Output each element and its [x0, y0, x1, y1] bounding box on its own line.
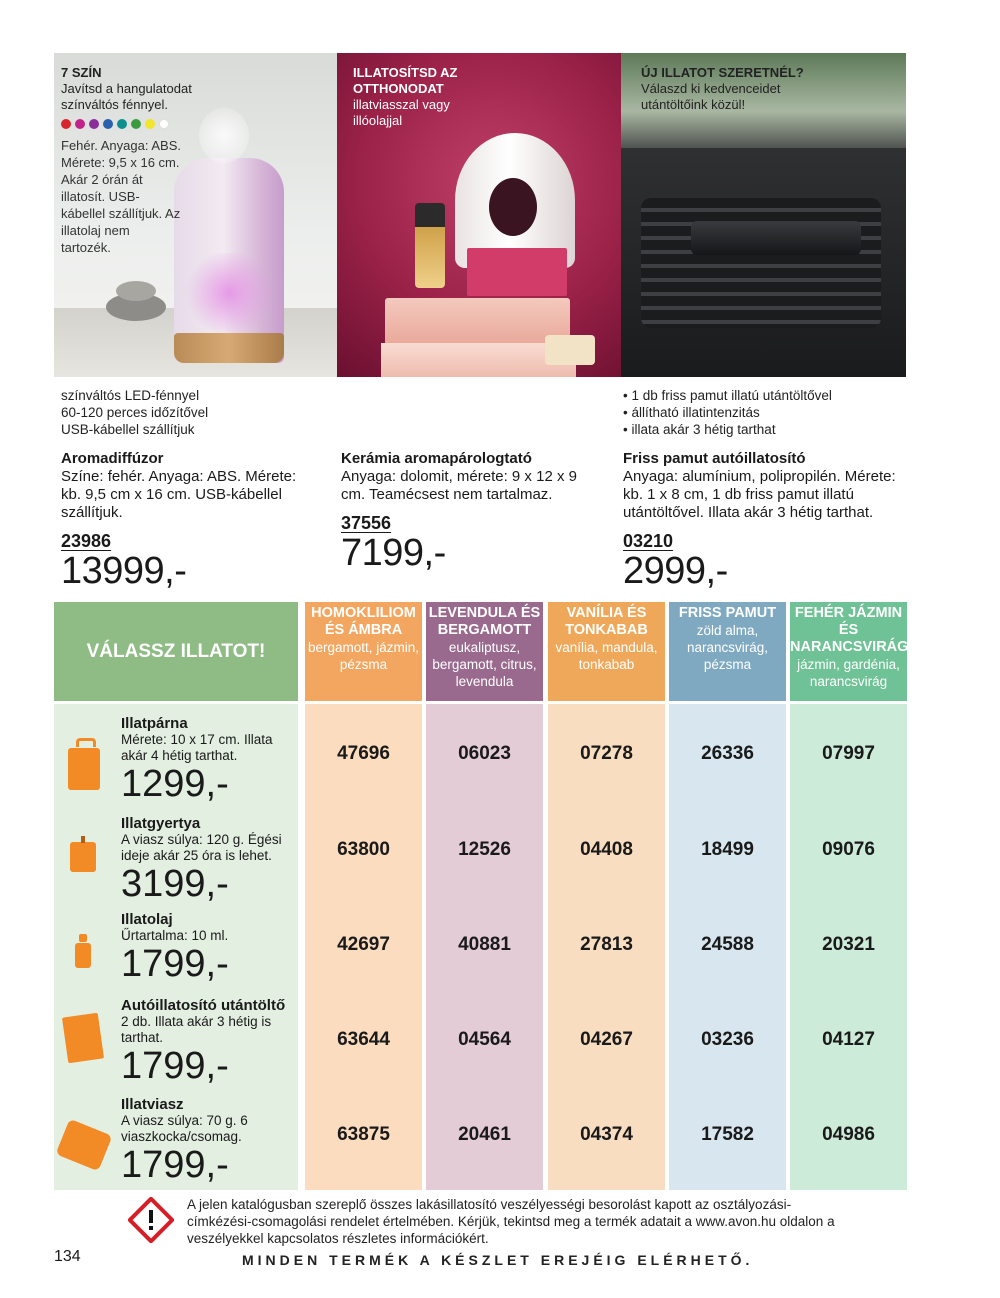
feature-item: 60-120 perces időzítővel — [61, 405, 209, 420]
books-illustration — [385, 298, 570, 346]
product-description: Színe: fehér. Anyaga: ABS. Mérete: kb. 9,5 cm x 16 cm. USB-kábellel szállítjuk. — [61, 468, 297, 521]
product-ceramic-burner-info — [341, 450, 581, 573]
scent-product-code: 09076 — [822, 839, 875, 860]
row-product-description: Mérete: 10 x 17 cm. Illata akár 4 hétig tarthat. — [121, 732, 273, 763]
scent-product-code: 63644 — [337, 1029, 390, 1050]
scent-notes: zöld alma, narancsvirág, pézsma — [686, 623, 769, 672]
scent-product-code: 20461 — [458, 1124, 511, 1145]
product-aromadiffuser-info — [61, 450, 306, 591]
product-code: 23986 — [61, 531, 112, 551]
row-product-description: A viasz súlya: 120 g. Égési ideje akár 25 óra is lehet. — [121, 832, 282, 863]
scent-product-code: 27813 — [580, 934, 633, 955]
table-row-product — [121, 911, 296, 984]
scent-product-code: 04374 — [580, 1124, 633, 1145]
feature-item: • 1 db friss pamut illatú utántöltővel — [623, 388, 832, 403]
scent-header — [669, 602, 786, 701]
scent-product-code: 12526 — [458, 839, 511, 860]
scent-product-code: 40881 — [458, 934, 511, 955]
scent-heading-cell — [54, 602, 298, 701]
scent-product-code: 18499 — [701, 839, 754, 860]
scent-notes: eukaliptusz, bergamott, citrus, levendula — [432, 640, 537, 689]
scent-product-code: 04408 — [580, 839, 633, 860]
color-dot — [131, 119, 141, 129]
row-product-price: 1799,- — [121, 1045, 229, 1087]
scent-name: FEHÉR JÁZMIN ÉS NARANCSVIRÁG — [790, 605, 909, 655]
scent-column — [669, 602, 786, 1190]
color-dot — [145, 119, 155, 129]
color-dot — [89, 119, 99, 129]
car-freshener-illustration — [691, 221, 861, 255]
scent-notes: jázmin, gardénia, narancsvirág — [797, 657, 900, 689]
product-price: 7199,- — [341, 532, 446, 574]
table-heading: VÁLASSZ ILLATOT! — [86, 640, 266, 662]
scent-product-code: 24588 — [701, 934, 754, 955]
product-car-freshener-info — [623, 450, 908, 591]
color-dot — [75, 119, 85, 129]
scent-header — [548, 602, 665, 701]
row-product-price: 1299,- — [121, 763, 229, 805]
scent-product-code: 07278 — [580, 743, 633, 764]
scent-product-code: 03236 — [701, 1029, 754, 1050]
scent-header — [426, 602, 543, 701]
scent-product-code: 20321 — [822, 934, 875, 955]
product-price: 2999,- — [623, 550, 728, 592]
scent-product-code: 04267 — [580, 1029, 633, 1050]
feature-item: • állítható illatintenzitás — [623, 405, 760, 420]
scent-product-code: 47696 — [337, 743, 390, 764]
page-number: 134 — [54, 1248, 81, 1265]
candle-icon — [70, 836, 96, 872]
row-product-description: A viasz súlya: 70 g. 6 viaszkocka/csomag. — [121, 1113, 248, 1144]
row-product-title: Illatviasz — [121, 1096, 184, 1113]
panel-subtitle: Válaszd ki kedvenceidet utántöltőink közül! — [641, 81, 781, 112]
table-row-product — [121, 815, 296, 904]
color-dot — [103, 119, 113, 129]
color-dot — [159, 119, 169, 129]
panel-title: ILLATOSÍTSD AZ OTTHONODAT — [353, 65, 458, 96]
feature-item: • illata akár 3 hétig tarthat — [623, 422, 776, 437]
scent-product-code: 07997 — [822, 743, 875, 764]
scent-product-code: 63800 — [337, 839, 390, 860]
feature-item: színváltós LED-fénnyel — [61, 388, 200, 403]
table-row-product — [121, 997, 296, 1086]
row-product-description: Űrtartalma: 10 ml. — [121, 928, 229, 943]
row-product-title: Illatpárna — [121, 715, 188, 732]
wax-melt-icon — [57, 1120, 111, 1172]
row-product-description: 2 db. Illata akár 3 hétig is tarthat. — [121, 1014, 272, 1045]
scent-notes: bergamott, jázmin, pézsma — [307, 640, 420, 672]
diffuser-photo-panel — [54, 53, 337, 377]
scent-product-code: 26336 — [701, 743, 754, 764]
product-name: Aromadiffúzor — [61, 450, 164, 467]
scent-column — [305, 602, 422, 1190]
feature-item: USB-kábellel szállítjuk — [61, 422, 195, 437]
scent-column — [548, 602, 665, 1190]
scent-column — [426, 602, 543, 1190]
scent-header — [790, 602, 907, 701]
scent-product-code: 17582 — [701, 1124, 754, 1145]
product-name: Friss pamut autóillatosító — [623, 450, 806, 467]
availability-footer: MINDEN TERMÉK A KÉSZLET EREJÉIG ELÉRHETŐ. — [242, 1252, 754, 1268]
scent-name: LEVENDULA ÉS BERGAMOTT — [428, 605, 541, 638]
row-product-price: 3199,- — [121, 863, 229, 905]
scent-column — [790, 602, 907, 1190]
table-row-product — [121, 1096, 296, 1185]
scent-product-code: 04127 — [822, 1029, 875, 1050]
hazard-warning-text: A jelen katalógusban szereplő összes lakásillatosító veszélyességi besorolást kapott az osztályozási-címkézési-csomagolási rendelet értelmében. Kérjük, tekintsd meg a termék adatait a www.avon.hu oldalon a veszélyekkel kapcsolatos részletes információkért. — [187, 1197, 835, 1246]
car-refill-icon — [65, 1015, 103, 1063]
scent-product-code: 42697 — [337, 934, 390, 955]
car-vent-photo-panel — [621, 53, 906, 377]
hazard-warning-icon — [128, 1197, 174, 1243]
scent-name: FRISS PAMUT — [678, 605, 777, 621]
product-name: Kerámia aromapárologtató — [341, 450, 532, 467]
color-dots — [61, 119, 221, 129]
scent-name: VANÍLIA ÉS TONKABAB — [565, 605, 648, 638]
color-dot — [117, 119, 127, 129]
scent-product-code: 06023 — [458, 743, 511, 764]
product-code: 37556 — [341, 513, 392, 533]
oil-bottle-icon — [75, 934, 91, 968]
air-vent-illustration — [641, 198, 881, 328]
scent-header — [305, 602, 422, 701]
product-description: Anyaga: dolomit, mérete: 9 x 12 x 9 cm. Teamécsest nem tartalmaz. — [341, 468, 577, 503]
panel-subtitle: illatviasszal vagy illóolajjal — [353, 97, 450, 128]
row-product-title: Illatolaj — [121, 911, 173, 928]
panel-title: ÚJ ILLATOT SZERETNÉL? — [641, 65, 804, 80]
scent-product-code: 04986 — [822, 1124, 875, 1145]
panel-description: Fehér. Anyaga: ABS. Mérete: 9,5 x 16 cm. Akár 2 órán át illatosít. USB-kábellel szállítjuk. Az illatolaj nem tartozék. — [61, 138, 181, 255]
scent-notes: vanília, mandula, tonkabab — [555, 640, 658, 672]
row-product-price: 1799,- — [121, 1144, 229, 1186]
panel-title: 7 SZÍN — [61, 65, 102, 80]
scent-product-code: 63875 — [337, 1124, 390, 1145]
product-description: Anyaga: alumínium, polipropilén. Mérete: kb. 1 x 8 cm, 1 db friss pamut illatú utántöltővel. Illata akár 3 hétig tarthat. — [623, 468, 896, 521]
scent-product-code: 04564 — [458, 1029, 511, 1050]
row-product-title: Autóillatosító utántöltő — [121, 997, 286, 1014]
color-dot — [61, 119, 71, 129]
panel-subtitle: Javítsd a hangulatodat színváltós fénnyel. — [61, 81, 192, 112]
product-price: 13999,- — [61, 550, 187, 592]
sachet-icon — [68, 738, 100, 790]
row-product-price: 1799,- — [121, 943, 229, 985]
row-product-title: Illatgyertya — [121, 815, 201, 832]
product-aromadiffuser — [61, 387, 306, 438]
scent-name: HOMOKLILIOM ÉS ÁMBRA — [311, 605, 416, 638]
product-code: 03210 — [623, 531, 674, 551]
product-car-freshener — [623, 387, 913, 438]
table-row-product — [121, 715, 296, 804]
burner-photo-panel — [337, 53, 621, 377]
oil-bottle-illustration — [415, 203, 445, 288]
